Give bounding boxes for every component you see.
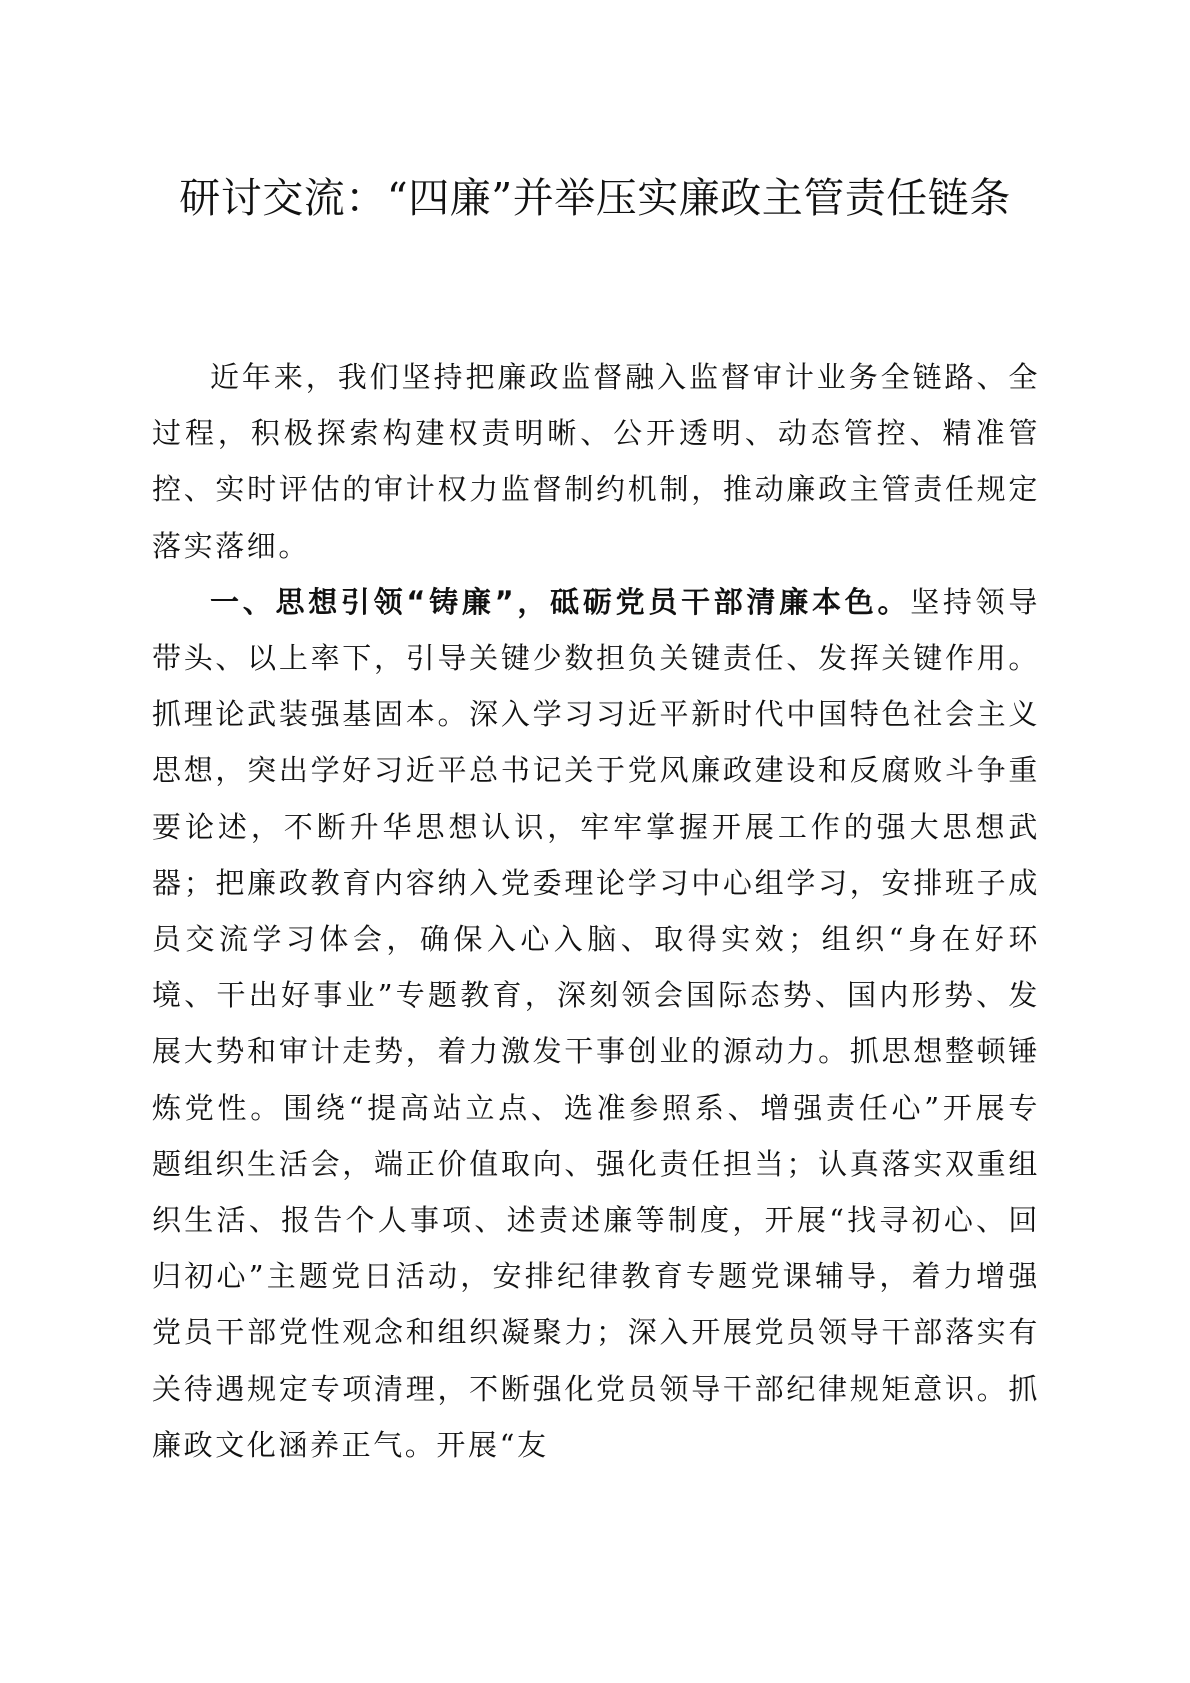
document-title: 研讨交流：“四廉”并举压实廉政主管责任链条	[179, 174, 1011, 222]
intro-paragraph	[152, 349, 1040, 574]
section-one-paragraph	[152, 574, 1040, 1473]
intro-paragraph-text: 近年来，我们坚持把廉政监督融入监督审计业务全链路、全过程，积极探索构建权责明晰、公开透明、动态管控、精准管控、实时评估的审计权力监督制约机制，推动廉政主管责任规定落实落细。	[152, 360, 1040, 563]
section-one-text: 坚持领导带头、以上率下，引导关键少数担负关键责任、发挥关键作用。抓理论武装强基固本。深入学习习近平新时代中国特色社会主义思想，突出学好习近平总书记关于党风廉政建设和反腐败斗争重要论述，不断升华思想认识，牢牢掌握开展工作的强大思想武器；把廉政教育内容纳入党委理论学习中心组学习，安排班子成员交流学习体会，确保入心入脑、取得实效；组织“身在好环境、干出好事业”专题教育，深刻领会国际态势、国内形势、发展大势和审计走势，着力激发干事创业的源动力。抓思想整顿锤炼党性。围绕“提高站立点、选准参照系、增强责任心”开展专题组织生活会，端正价值取向、强化责任担当；认真落实双重组织生活、报告个人事项、述责述廉等制度，开展“找寻初心、回归初心”主题党日活动，安排纪律教育专题党课辅导，着力增强党员干部党性观念和组织凝聚力；深入开展党员领导干部落实有关待遇规定专项清理，不断强化党员领导干部纪律规矩意识。抓廉政文化涵养正气。开展“友	[152, 584, 1040, 1462]
document-body	[152, 349, 1040, 1473]
section-one-heading: 一、思想引领“铸廉”，砥砺党员干部清廉本色。	[210, 584, 911, 619]
